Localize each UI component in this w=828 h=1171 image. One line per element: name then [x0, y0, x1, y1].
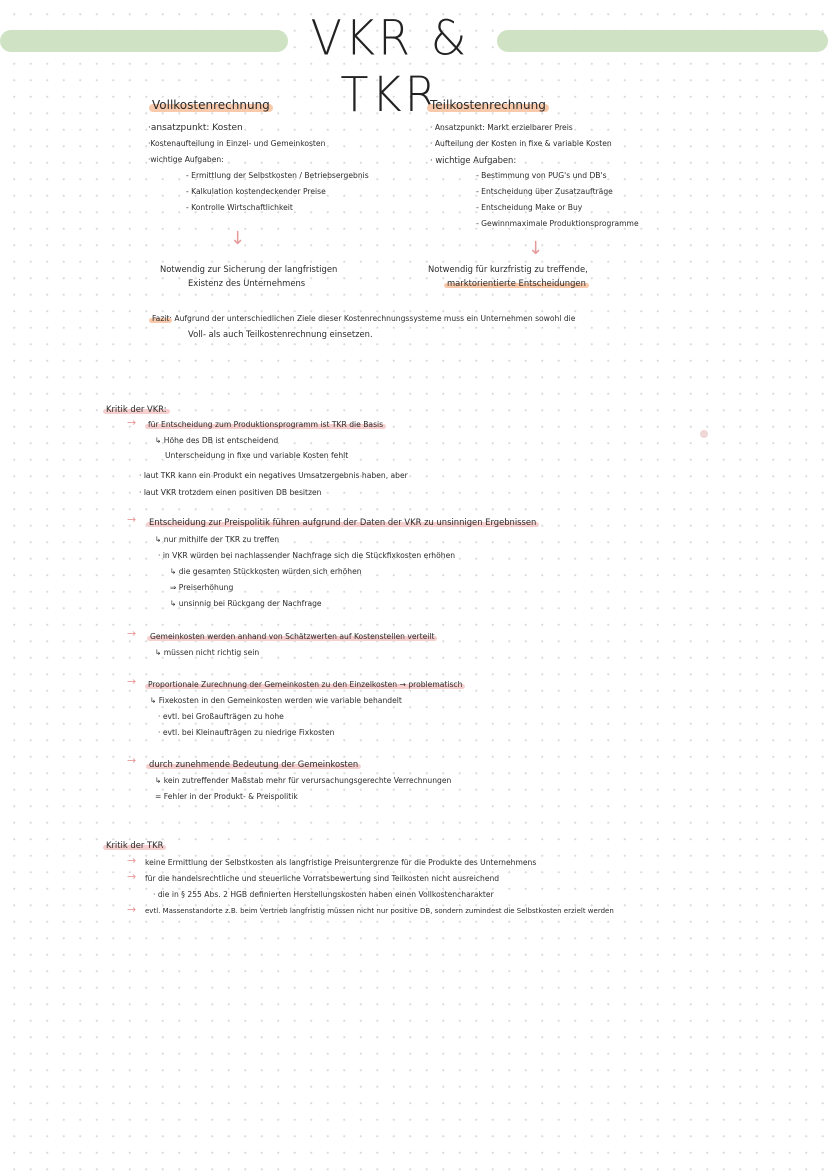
tkr-task: - Bestimmung von PUG's und DB's — [476, 171, 607, 180]
arrow-icon: → — [127, 675, 137, 688]
title-band-left — [0, 30, 288, 52]
critique-sub: · laut VKR trotzdem einen positiven DB besitzen — [139, 488, 322, 497]
tkr-line: · wichtige Aufgaben: — [430, 155, 517, 165]
critique-sub: ↳ kein zutreffender Maßstab mehr für verursachungsgerechte Verrechnungen — [155, 776, 452, 785]
arrow-icon: → — [127, 854, 137, 867]
critique-sub: ↳ müssen nicht richtig sein — [155, 648, 260, 657]
critique-sub: · in VKR würden bei nachlassender Nachfrage sich die Stückfixkosten erhöhen — [158, 551, 456, 560]
vkr-line: ·wichtige Aufgaben: — [148, 155, 224, 164]
down-arrow-icon: ↓ — [230, 228, 246, 249]
kritik-tkr-heading: Kritik der TKR — [106, 840, 164, 850]
page-title: VKR & TKR — [310, 9, 470, 123]
critique-sub: · evtl. bei Großaufträgen zu hohe — [158, 712, 284, 721]
critique-sub: ↳ Höhe des DB ist entscheidend — [155, 436, 279, 445]
vkr-heading: Vollkostenrechnung — [152, 98, 270, 112]
tkr-critique-line: keine Ermittlung der Selbstkosten als langfristige Preisuntergrenze für die Produkte des Unternehmens — [145, 858, 537, 867]
fazit-label: Fazit — [152, 314, 170, 323]
vkr-task: - Kontrolle Wirtschaftlichkeit — [186, 203, 293, 212]
tkr-critique-line: für die handelsrechtliche und steuerliche Vorratsbewertung sind Teilkosten nicht ausreichend — [145, 874, 500, 883]
tkr-task: - Entscheidung Make or Buy — [476, 203, 583, 212]
critique-point: durch zunehmende Bedeutung der Gemeinkosten — [149, 759, 359, 769]
vkr-task: - Kalkulation kostendeckender Preise — [186, 187, 326, 196]
critique-point: Gemeinkosten werden anhand von Schätzwerten auf Kostenstellen verteilt — [150, 632, 435, 641]
tkr-heading: Teilkostenrechnung — [430, 98, 546, 112]
critique-sub: = Fehler in der Produkt- & Preispolitik — [155, 792, 298, 801]
arrow-icon: → — [127, 416, 137, 429]
critique-sub: · evtl. bei Kleinaufträgen zu niedrige Fixkosten — [158, 728, 335, 737]
fazit-line: Fazit: Aufgrund der unterschiedlichen Ziele dieser Kostenrechnungssysteme muss ein Unternehmen sowohl die — [152, 314, 576, 323]
critique-point: Proportionale Zurechnung der Gemeinkosten zu den Einzelkosten → problematisch — [148, 680, 463, 689]
critique-point: Entscheidung zur Preispolitik führen aufgrund der Daten der VKR zu unsinnigen Ergebnissen — [149, 517, 537, 527]
tkr-critique-line: evtl. Massenstandorte z.B. beim Vertrieb langfristig müssen nicht nur positive DB, sondern zumindest die Selbstkosten erzielt werden — [145, 907, 614, 915]
tkr-conclusion: Notwendig für kurzfristig zu treffende, — [428, 264, 588, 274]
critique-sub: ↳ unsinnig bei Rückgang der Nachfrage — [170, 599, 322, 608]
vkr-line: ·ansatzpunkt: Kosten — [148, 123, 243, 133]
arrow-icon: → — [127, 754, 137, 767]
critique-sub: ↳ die gesamten Stückkosten würden sich erhöhen — [170, 567, 362, 576]
arrow-icon: → — [127, 870, 137, 883]
title-band-right — [497, 30, 828, 52]
tkr-line: · Ansatzpunkt: Markt erzielbarer Preis — [430, 123, 573, 132]
critique-sub: ↳ Fixekosten in den Gemeinkosten werden wie variable behandelt — [150, 696, 402, 705]
down-arrow-icon: ↓ — [528, 238, 544, 259]
tkr-task: - Entscheidung über Zusatzaufträge — [476, 187, 613, 196]
tkr-conclusion: marktorientierte Entscheidungen — [447, 278, 586, 288]
vkr-conclusion: Notwendig zur Sicherung der langfristigen — [160, 264, 338, 274]
arrow-icon: → — [127, 903, 137, 916]
tkr-critique-line: · die in § 255 Abs. 2 HGB definierten Herstellungskosten haben einen Vollkostencharakter — [153, 890, 494, 899]
critique-sub: ↳ nur mithilfe der TKR zu treffen — [155, 535, 280, 544]
decorative-dot — [700, 430, 708, 438]
tkr-task: - Gewinnmaximale Produktionsprogramme — [476, 219, 639, 228]
critique-sub: ⇒ Preiserhöhung — [170, 583, 234, 592]
kritik-vkr-heading: Kritik der VKR: — [106, 404, 167, 414]
vkr-line: ·Kostenaufteilung in Einzel- und Gemeinkosten — [148, 139, 326, 148]
tkr-line: · Aufteilung der Kosten in fixe & variable Kosten — [430, 139, 612, 148]
critique-point: für Entscheidung zum Produktionsprogramm ist TKR die Basis — [148, 420, 384, 429]
arrow-icon: → — [127, 513, 137, 526]
critique-sub: Unterscheidung in fixe und variable Kosten fehlt — [165, 451, 349, 460]
vkr-task: - Ermittlung der Selbstkosten / Betriebsergebnis — [186, 171, 369, 180]
arrow-icon: → — [127, 627, 137, 640]
critique-sub: · laut TKR kann ein Produkt ein negatives Umsatzergebnis haben, aber — [139, 471, 408, 480]
fazit-line: Voll- als auch Teilkostenrechnung einsetzen. — [188, 329, 373, 339]
vkr-conclusion: Existenz des Unternehmens — [188, 278, 306, 288]
